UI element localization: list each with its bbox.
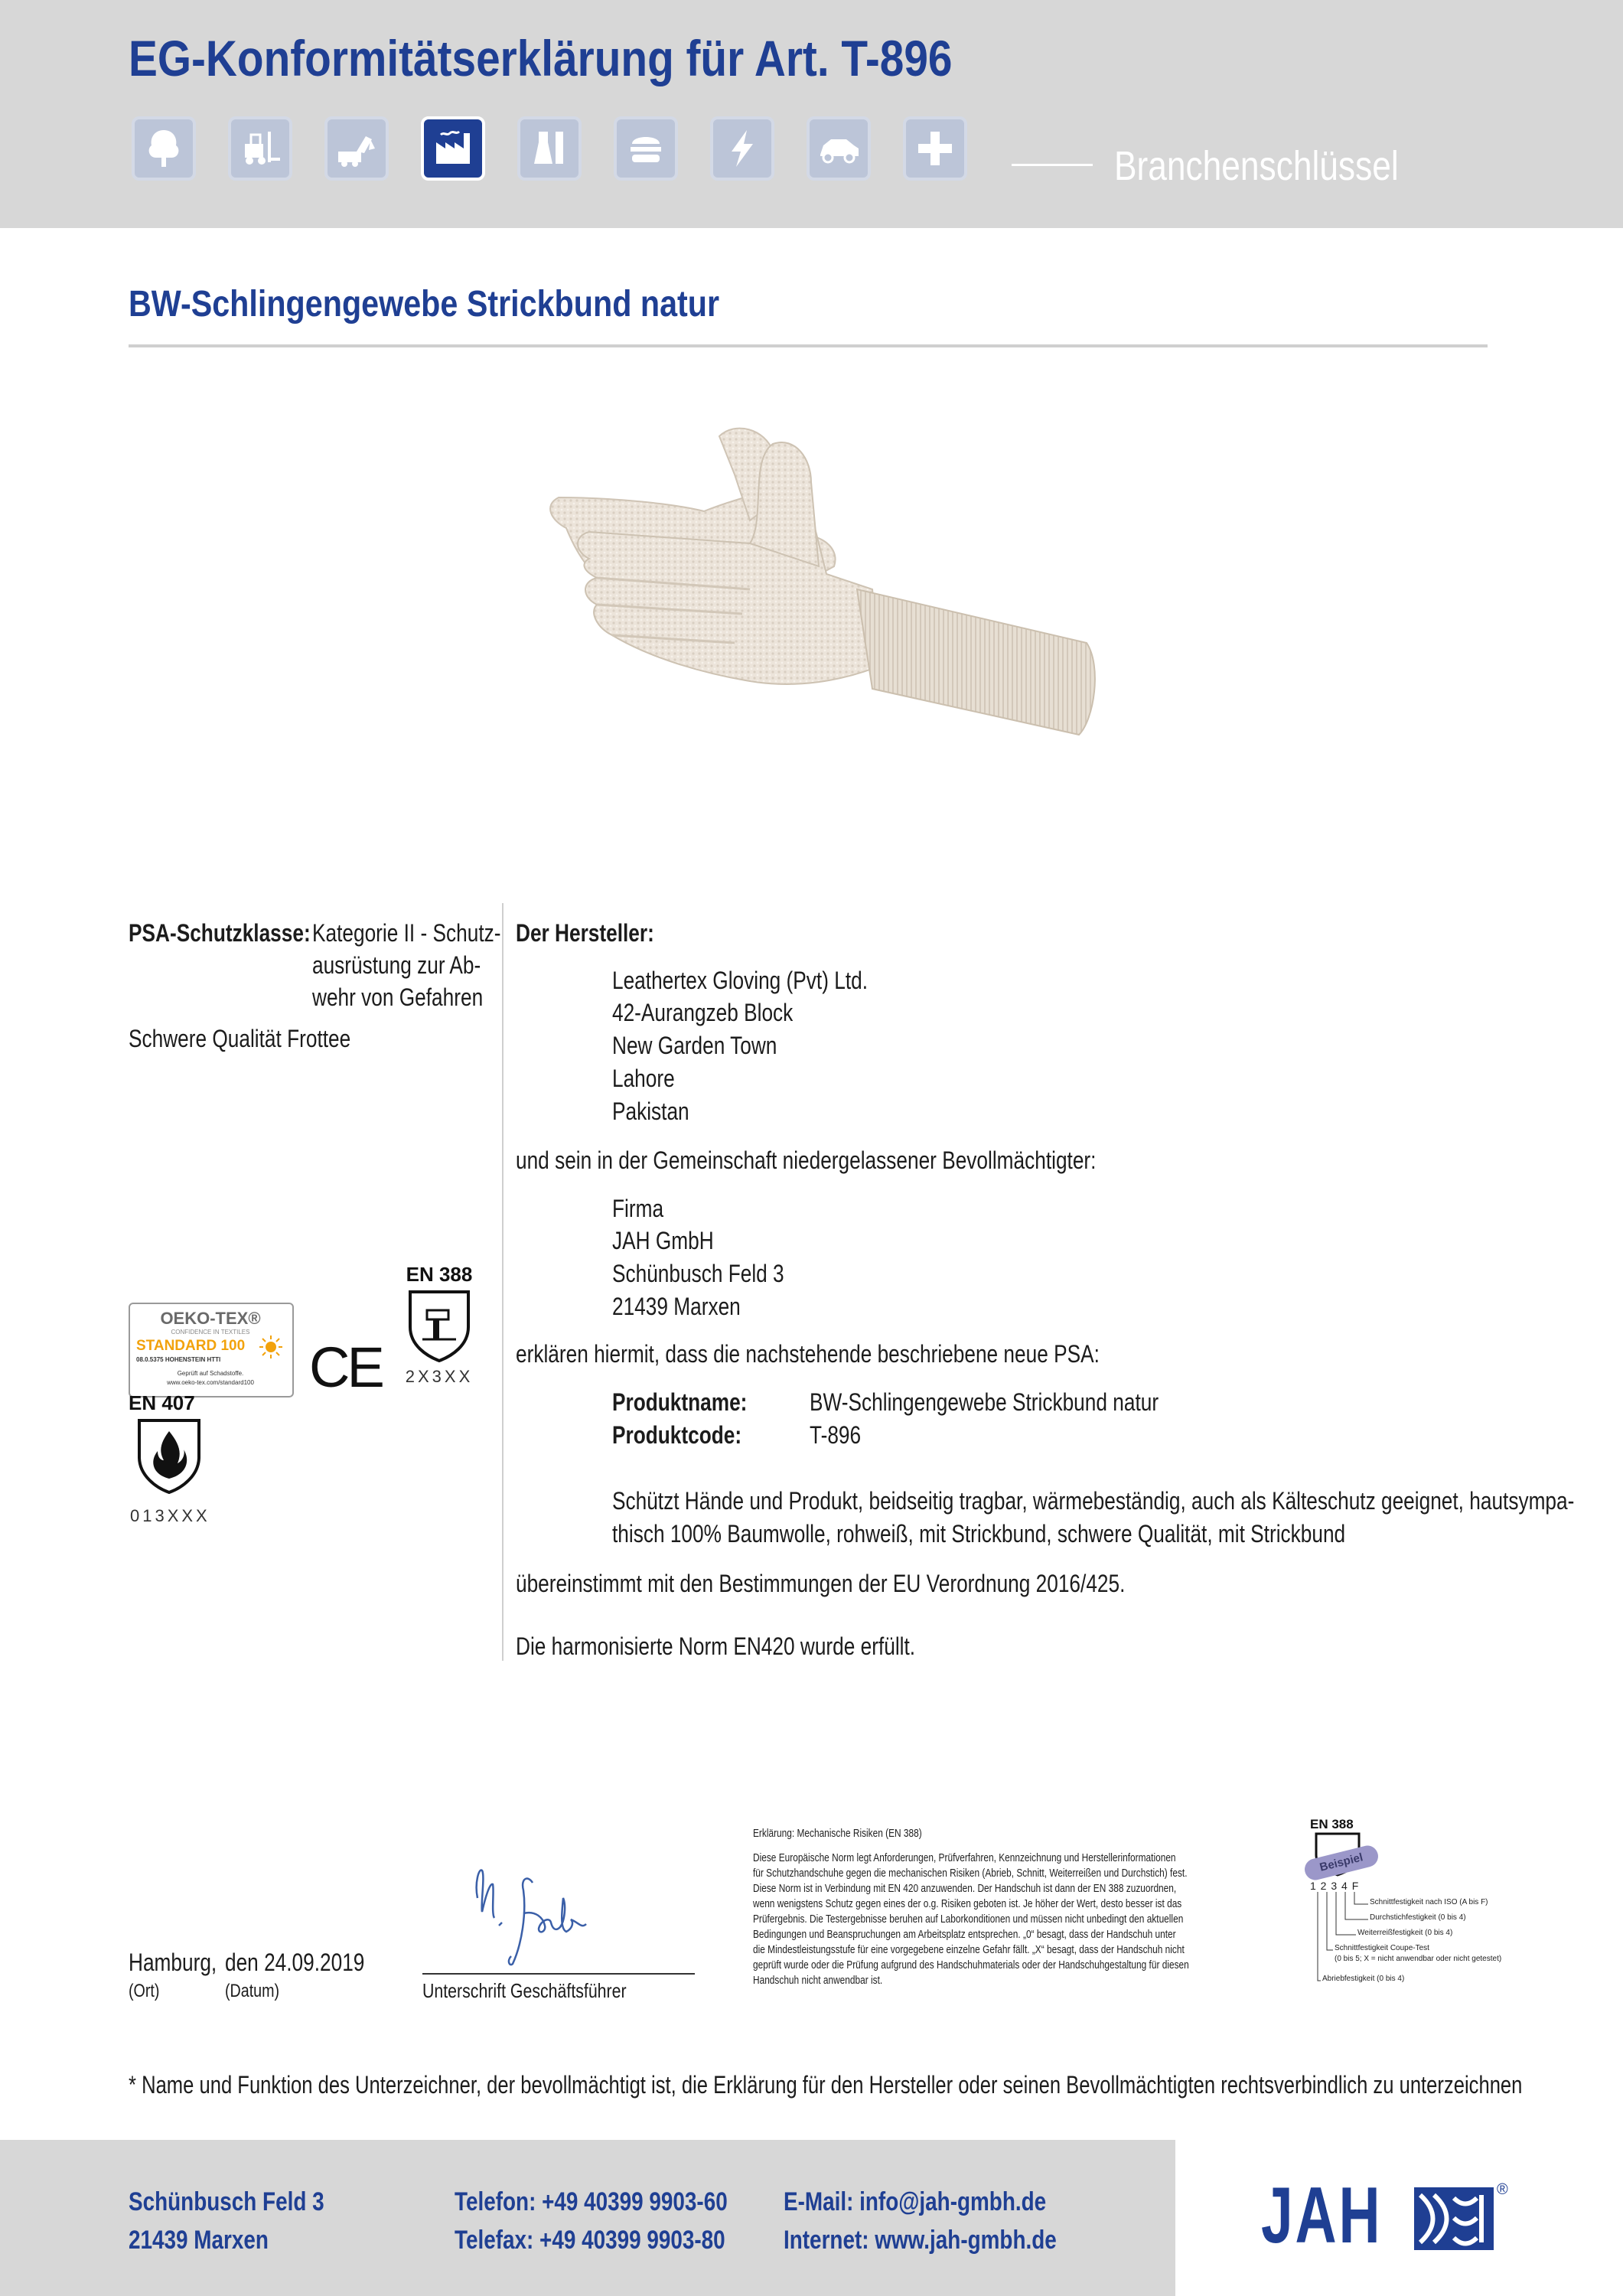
chemistry-icon bbox=[517, 116, 582, 181]
description-line-2: thisch 100% Baumwolle, rohweiß, mit Strickbund, schwere Qualität, mit Strickbund bbox=[612, 1520, 1346, 1548]
column-divider bbox=[502, 903, 504, 1661]
quality-note: Schwere Qualität Frottee bbox=[129, 1025, 351, 1052]
jah-logo-text: JAH bbox=[1261, 2171, 1383, 2260]
footer-address-1: Schünbusch Feld 3 bbox=[129, 2187, 324, 2216]
title-divider bbox=[129, 344, 1488, 347]
branch-divider-line bbox=[1012, 164, 1093, 166]
psa-class-label: PSA-Schutzklasse: bbox=[129, 919, 311, 947]
footer-address-2: 21439 Marxen bbox=[129, 2226, 269, 2255]
footer-fax: Telefax: +49 40399 9903-80 bbox=[455, 2226, 725, 2255]
glove-product-image bbox=[520, 413, 1117, 811]
psa-class-value-line-1: Kategorie II - Schutz- bbox=[312, 919, 501, 947]
explanation-line-6: Bedingungen und Beanspruchungen am Arbeitsplatz entsprechen. „0“ besagt, dass der Handschuh unter bbox=[753, 1929, 1176, 1941]
electricity-icon bbox=[710, 116, 774, 181]
example-legend-5: (0 bis 5; X = nicht anwendbar oder nicht getestet) bbox=[1335, 1955, 1502, 1963]
jah-logo bbox=[1261, 2171, 1514, 2260]
representative-line-1: Firma bbox=[612, 1195, 664, 1222]
forklift-icon bbox=[228, 116, 292, 181]
footer-email-link[interactable]: E-Mail: info@jah-gmbh.de bbox=[784, 2187, 1047, 2216]
oeko-tagline: CONFIDENCE IN TEXTILES bbox=[171, 1329, 250, 1336]
oeko-tested: Geprüft auf Schadstoffe. bbox=[177, 1370, 244, 1377]
industry-key-label: Branchenschlüssel bbox=[1114, 143, 1399, 189]
manufacturer-heading: Der Hersteller: bbox=[516, 919, 654, 947]
flame-shield-icon bbox=[135, 1417, 204, 1494]
tree-icon bbox=[132, 116, 196, 181]
example-legend-3: Weiterreißfestigkeit (0 bis 4) bbox=[1357, 1929, 1453, 1937]
explanation-line-7: die Mindestleistungsstufe für eine vorgegebene einzelne Gefahr fällt. „X“ besagt, dass der Handschuh nicht bbox=[753, 1944, 1185, 1956]
manufacturer-line-4: Lahore bbox=[612, 1065, 675, 1092]
product-title: BW-Schlingengewebe Strickbund natur bbox=[129, 284, 720, 325]
explanation-line-4: wenn wenigstens Schutz gegen eines der o.g. Risiken geboten ist. Je höher der Wert, desto besser ist das bbox=[753, 1898, 1182, 1910]
representative-intro: und sein in der Gemeinschaft niedergelassener Bevollmächtigter: bbox=[516, 1146, 1097, 1174]
signature-line bbox=[422, 1973, 695, 1975]
representative-line-3: Schünbusch Feld 3 bbox=[612, 1260, 784, 1287]
factory-icon bbox=[421, 116, 485, 181]
handwritten-signature bbox=[459, 1852, 612, 1975]
medical-cross-icon bbox=[903, 116, 967, 181]
date-caption: (Datum) bbox=[225, 1981, 280, 2001]
en407-label: EN 407 bbox=[129, 1391, 195, 1414]
psa-class-value-line-2: ausrüstung zur Ab- bbox=[312, 951, 481, 979]
manufacturer-line-5: Pakistan bbox=[612, 1097, 689, 1125]
explanation-line-3: Diese Norm ist in Verbindung mit EN 420 anzuwenden. Der Handschuh ist dann der EN 388 zuzuordnen, bbox=[753, 1883, 1177, 1895]
example-en388-label: EN 388 bbox=[1310, 1817, 1354, 1831]
conformity-statement: übereinstimmt mit den Bestimmungen der EU Verordnung 2016/425. bbox=[516, 1570, 1126, 1597]
representative-line-2: JAH GmbH bbox=[612, 1227, 714, 1254]
ce-mark: CE bbox=[309, 1336, 382, 1399]
product-code-value: T-896 bbox=[810, 1421, 862, 1449]
signer-caption: Unterschrift Geschäftsführer bbox=[422, 1979, 627, 2002]
example-digits: 1 2 3 4 F bbox=[1310, 1880, 1360, 1892]
oeko-tex-logo bbox=[129, 1303, 294, 1397]
explanation-line-8: geprüft wurde oder die Prüfung aufgrund des Handschuhmaterials oder der Handschuhgestaltung für diesen bbox=[753, 1959, 1189, 1971]
product-name-value: BW-Schlingengewebe Strickbund natur bbox=[810, 1388, 1159, 1416]
jah-emblem-icon bbox=[1414, 2187, 1494, 2250]
signature-date: den 24.09.2019 bbox=[225, 1949, 365, 1976]
footer-band bbox=[0, 2140, 1175, 2296]
example-legend-2: Durchstichfestigkeit (0 bis 4) bbox=[1370, 1913, 1466, 1922]
header-band bbox=[0, 0, 1623, 228]
oeko-number: 08.0.5375 HOHENSTEIN HTTI bbox=[136, 1356, 221, 1363]
automotive-icon bbox=[807, 116, 871, 181]
food-icon bbox=[614, 116, 678, 181]
harmonised-norm-statement: Die harmonisierte Norm EN420 wurde erfüllt. bbox=[516, 1632, 916, 1660]
en407-code: 013XXX bbox=[130, 1506, 210, 1525]
product-name-label: Produktname: bbox=[612, 1388, 748, 1416]
en388-code: 2X3XX bbox=[405, 1367, 474, 1386]
psa-class-value-line-3: wehr von Gefahren bbox=[312, 983, 484, 1011]
en388-pictogram bbox=[399, 1263, 479, 1393]
footer-website-link[interactable]: Internet: www.jah-gmbh.de bbox=[784, 2226, 1057, 2255]
sun-icon bbox=[259, 1335, 283, 1359]
oeko-brand: OEKO-TEX® bbox=[160, 1309, 261, 1328]
example-legend-4: Schnittfestigkeit Coupe-Test bbox=[1335, 1944, 1429, 1952]
signature-place: Hamburg, bbox=[129, 1949, 217, 1976]
manufacturer-line-2: 42-Aurangzeb Block bbox=[612, 999, 794, 1026]
oeko-url: www.oeko-tex.com/standard100 bbox=[167, 1379, 254, 1386]
manufacturer-line-3: New Garden Town bbox=[612, 1032, 777, 1059]
explanation-line-1: Diese Europäische Norm legt Anforderungen, Prüfverfahren, Kennzeichnung und Herstellerinformationen bbox=[753, 1852, 1176, 1864]
construction-icon bbox=[324, 116, 389, 181]
example-legend-1: Schnittfestigkeit nach ISO (A bis F) bbox=[1370, 1898, 1488, 1906]
document-title: EG-Konformitätserklärung für Art. T-896 bbox=[129, 30, 953, 86]
explanation-line-9: Handschuh nicht anwendbar ist. bbox=[753, 1975, 883, 1987]
en388-label: EN 388 bbox=[406, 1263, 473, 1286]
en407-pictogram bbox=[129, 1391, 213, 1529]
hammer-shield-icon bbox=[406, 1289, 473, 1362]
example-badge: Beispiel bbox=[1302, 1844, 1380, 1883]
declaration-intro: erklären hiermit, dass die nachstehende beschriebene neue PSA: bbox=[516, 1340, 1100, 1368]
description-line-1: Schützt Hände und Produkt, beidseitig tragbar, wärmebeständig, auch als Kälteschutz geeignet, hautsympa- bbox=[612, 1487, 1575, 1515]
example-leader-lines bbox=[1310, 1892, 1379, 2037]
explanation-heading: Erklärung: Mechanische Risiken (EN 388) bbox=[753, 1828, 922, 1840]
manufacturer-line-1: Leathertex Gloving (Pvt) Ltd. bbox=[612, 967, 868, 994]
explanation-line-2: für Schutzhandschuhe gegen die mechanischen Risiken (Abrieb, Schnitt, Weiterreißen und Durchstich) fest. bbox=[753, 1867, 1188, 1880]
en388-example-diagram bbox=[1301, 1817, 1500, 2039]
registered-mark: ® bbox=[1497, 2181, 1508, 2198]
example-legend-6: Abriebfestigkeit (0 bis 4) bbox=[1322, 1975, 1405, 1983]
representative-line-4: 21439 Marxen bbox=[612, 1293, 741, 1320]
explanation-line-5: Prüfergebnis. Die Testergebnisse beruhen auf Laborkonditionen und müssen nicht unbedingt den aktuellen bbox=[753, 1913, 1184, 1926]
product-code-label: Produktcode: bbox=[612, 1421, 742, 1449]
oeko-standard: STANDARD 100 bbox=[136, 1338, 246, 1354]
footer-phone: Telefon: +49 40399 9903-60 bbox=[455, 2187, 728, 2216]
place-caption: (Ort) bbox=[129, 1981, 160, 2001]
footnote: * Name und Funktion des Unterzeichner, der bevollmächtigt ist, die Erklärung für den Hersteller oder seinen Bevollmächtigten rechtsverbindlich zu unterzeichnen bbox=[129, 2071, 1523, 2099]
